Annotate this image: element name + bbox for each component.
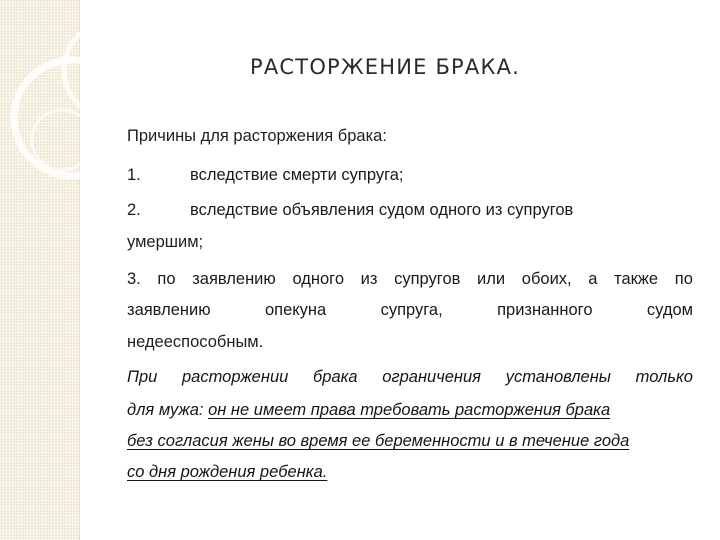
list-item-continuation: умершим;: [127, 233, 204, 251]
word: заявлению: [192, 270, 276, 288]
list-item-number: 1.: [127, 166, 141, 184]
note-line2: [127, 401, 693, 420]
word: опекуна: [264, 301, 327, 319]
word: 3.: [127, 270, 141, 288]
item3-line3: недееспособным.: [127, 333, 264, 351]
note-line1: [127, 368, 693, 387]
word: одного: [292, 270, 344, 288]
word: признанного: [497, 301, 593, 319]
list-item-number: 2.: [127, 201, 141, 219]
word: супруга,: [380, 301, 443, 319]
word: по: [157, 270, 176, 288]
word: по: [674, 270, 693, 288]
list-item-text: вследствие объявления судом одного из супругов: [190, 201, 574, 219]
word: ограничения: [382, 368, 481, 386]
word: также: [614, 270, 659, 288]
note-line3: без согласия жены во время ее беременности и в течение года: [127, 432, 630, 450]
word: При: [127, 368, 158, 386]
list-item-text: вследствие смерти супруга;: [190, 166, 404, 184]
word: брака: [312, 368, 358, 386]
slide-title: РАСТОРЖЕНИЕ БРАКА.: [250, 55, 521, 79]
note-line4: со дня рождения ребенка.: [127, 463, 328, 481]
item3-line1: [127, 270, 693, 289]
word: установлены: [505, 368, 611, 386]
note-plain-text: для мужа:: [127, 401, 209, 419]
item3-line2: [127, 301, 693, 320]
word: заявлению: [127, 301, 211, 319]
word: расторжении: [182, 368, 289, 386]
word: а: [588, 270, 598, 288]
word: или: [477, 270, 506, 288]
word: из: [360, 270, 378, 288]
word: супругов: [394, 270, 461, 288]
note-underlined-text: он не имеет права требовать расторжения брака: [208, 401, 611, 419]
word: только: [635, 368, 693, 386]
word: судом: [646, 301, 693, 319]
intro-text: Причины для расторжения брака:: [127, 127, 387, 145]
word: обоих,: [521, 270, 572, 288]
